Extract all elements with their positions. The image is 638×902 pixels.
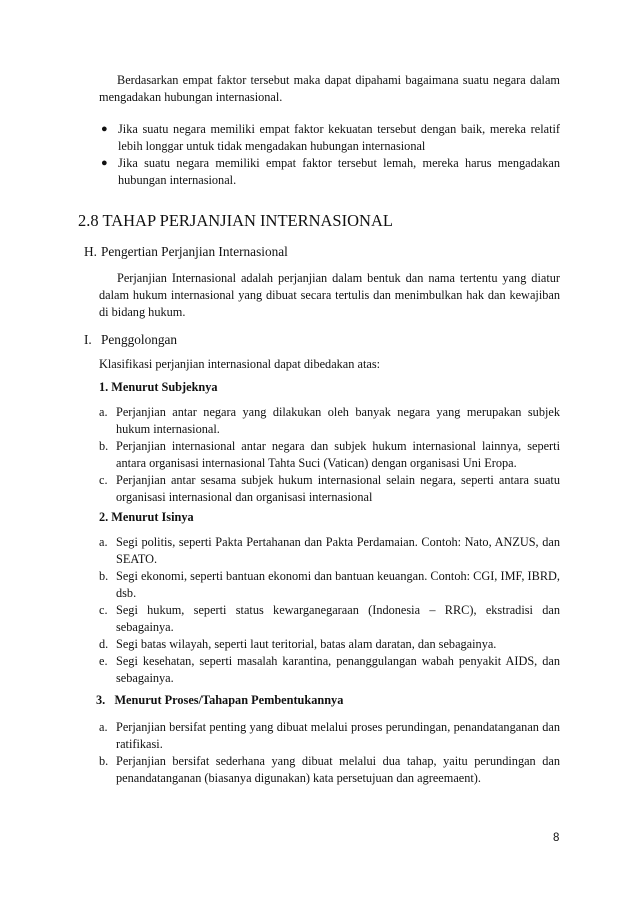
list-item: Segi kesehatan, seperti masalah karantina, penanggulangan wabah penyakit AIDS, dan sebagainya. — [116, 654, 560, 685]
part-h-paragraph: Perjanjian Internasional adalah perjanjian dalam bentuk dan nama tertentu yang diatur dalam hukum internasional yang dibuat secara tertulis dan menimbulkan hak dan kewajiban di bidang hukum. — [99, 271, 560, 319]
list-item: Segi batas wilayah, seperti laut teritorial, batas alam daratan, dan sebagainya. — [116, 637, 497, 651]
part-h-title: Pengertian Perjanjian Internasional — [101, 244, 288, 259]
bullet-icon: ● — [101, 123, 108, 135]
list-item: Perjanjian antar negara yang dilakukan oleh banyak negara yang merupakan subjek hukum internasional. — [116, 405, 560, 436]
group-3-title: 3. Menurut Proses/Tahapan Pembentukannya — [96, 693, 344, 707]
list-item-marker: a. — [99, 405, 108, 419]
list-item: Segi ekonomi, seperti bantuan ekonomi dan bantuan keuangan. Contoh: CGI, IMF, IBRD, dsb. — [116, 569, 560, 600]
intro-bullet-2: Jika suatu negara memiliki empat faktor tersebut lemah, mereka harus mengadakan hubungan internasional. — [118, 156, 560, 187]
part-i-title: Penggolongan — [101, 332, 178, 347]
list-item-marker: e. — [99, 654, 108, 668]
list-item-marker: b. — [99, 439, 109, 453]
list-item: Perjanjian bersifat sederhana yang dibuat melalui dua tahap, yaitu perundingan dan penandatanganan (biasanya digunakan) kata persetujuan dan agreemaent). — [116, 754, 560, 785]
list-item-marker: c. — [99, 603, 108, 617]
part-h-marker: H. — [84, 244, 97, 259]
list-item-marker: c. — [99, 473, 108, 487]
page-number: 8 — [553, 832, 560, 844]
list-item: Perjanjian antar sesama subjek hukum internasional selain negara, seperti antara suatu organisasi internasional dan organisasi internasional — [116, 473, 560, 504]
list-item-marker: b. — [99, 569, 109, 583]
group-2-title: 2. Menurut Isinya — [99, 510, 194, 524]
list-item-marker: a. — [99, 720, 108, 734]
list-item: Segi hukum, seperti status kewarganegaraan (Indonesia – RRC), ekstradisi dan sebagainya. — [116, 603, 560, 634]
list-item-marker: d. — [99, 637, 109, 651]
part-i-marker: I. — [84, 332, 92, 347]
list-item-marker: b. — [99, 754, 109, 768]
group-1-title: 1. Menurut Subjeknya — [99, 380, 218, 394]
list-item-marker: a. — [99, 535, 108, 549]
list-item: Perjanjian internasional antar negara dan subjek hukum internasional lainnya, seperti antara organisasi internasional Tahta Suci (Vatican) dengan organisasi Uni Eropa. — [116, 439, 560, 470]
bullet-icon: ● — [101, 157, 108, 169]
intro-bullet-1: Jika suatu negara memiliki empat faktor kekuatan tersebut dengan baik, mereka relatif lebih longgar untuk tidak mengadakan hubungan internasional — [118, 122, 560, 153]
list-item: Segi politis, seperti Pakta Pertahanan dan Pakta Perdamaian. Contoh: Nato, ANZUS, dan SEATO. — [116, 535, 560, 566]
intro-paragraph: Berdasarkan empat faktor tersebut maka dapat dipahami bagaimana suatu negara dalam mengadakan hubungan internasional. — [99, 73, 560, 104]
section-heading: 2.8 TAHAP PERJANJIAN INTERNASIONAL — [78, 211, 393, 230]
part-i-intro: Klasifikasi perjanjian internasional dapat dibedakan atas: — [99, 357, 381, 371]
list-item: Perjanjian bersifat penting yang dibuat melalui proses perundingan, penandatanganan dan ratifikasi. — [116, 720, 560, 751]
